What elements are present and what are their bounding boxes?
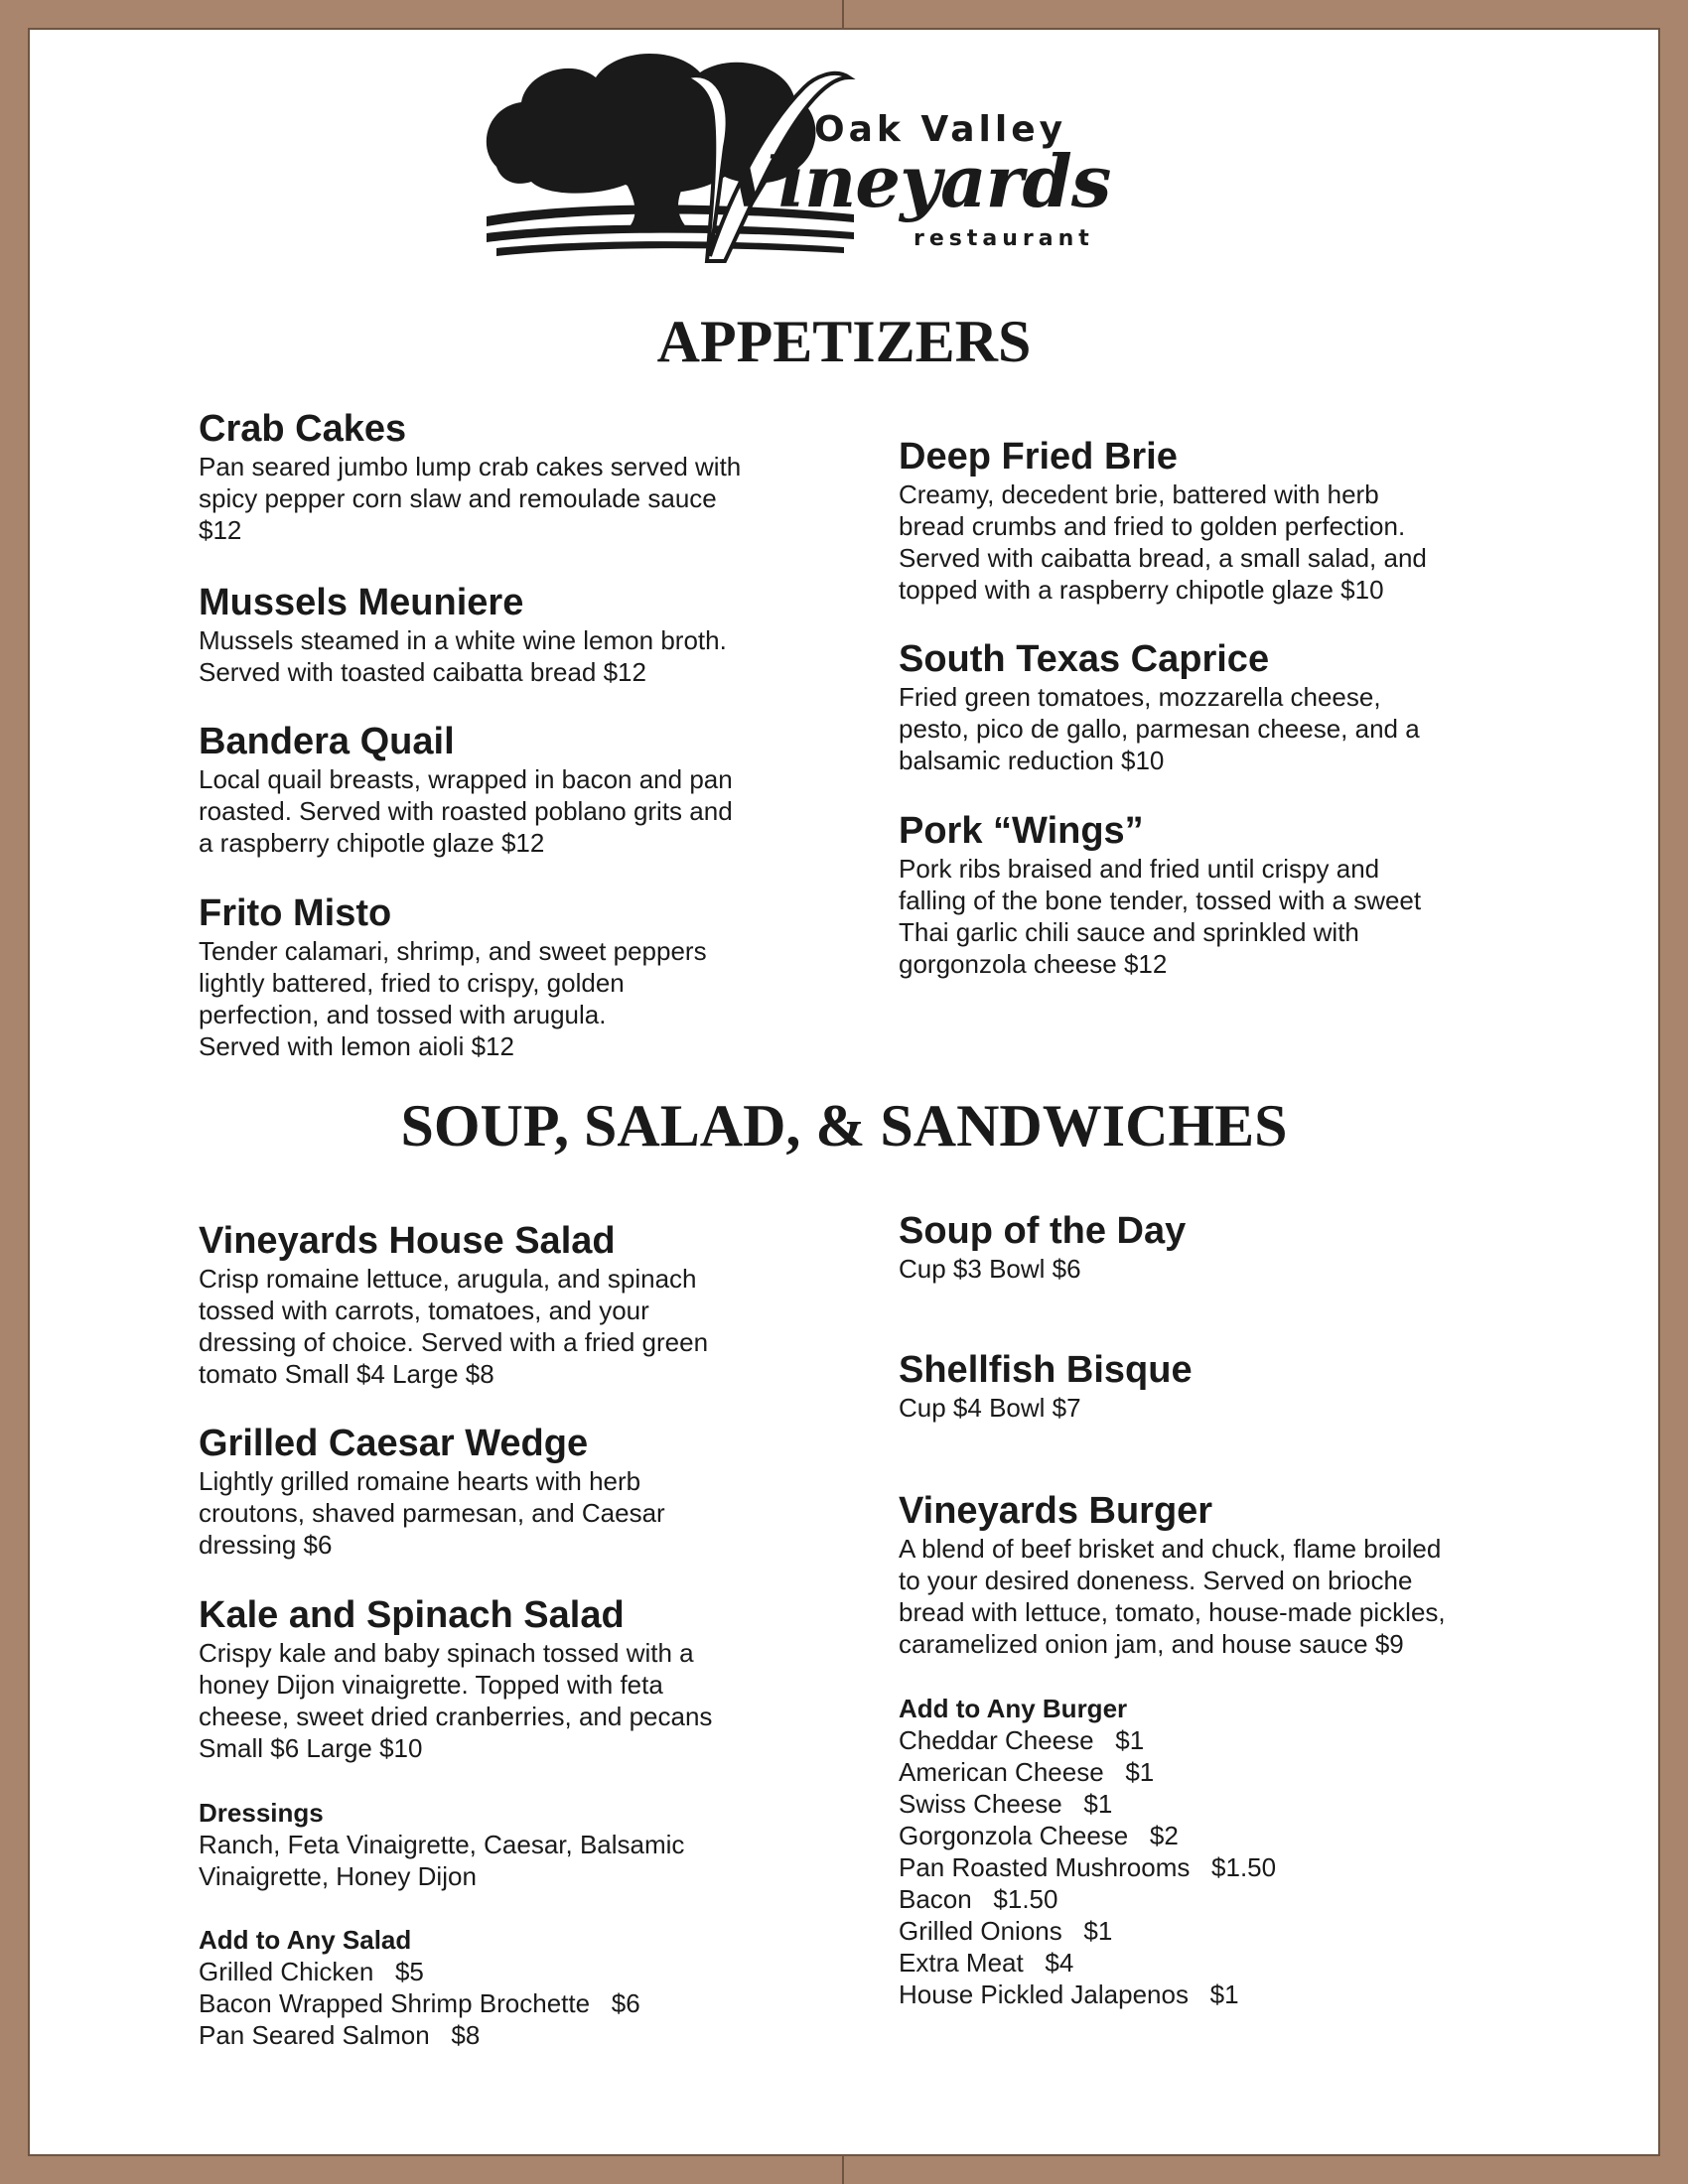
dressings-block	[199, 1797, 854, 1892]
list-item: Extra Meat $4	[899, 1948, 1074, 1978]
menu-item	[199, 720, 854, 859]
dressings-heading: Dressings	[199, 1798, 324, 1828]
list-item: Grilled Onions $1	[899, 1916, 1113, 1946]
dressings-list: Ranch, Feta Vinaigrette, Caesar, Balsamic Vinaigrette, Honey Dijon	[199, 1830, 685, 1891]
item-description: Pork ribs braised and fried until crispy and falling of the bone tender, tossed with a sweet Thai garlic chili sauce and sprinkled with gorgonzola cheese $12	[899, 854, 1422, 979]
menu-item	[899, 809, 1554, 980]
list-item: Pan Roasted Mushrooms $1.50	[899, 1852, 1277, 1882]
item-name: Mussels Meuniere	[199, 582, 524, 623]
item-description: Mussels steamed in a white wine lemon broth. Served with toasted caibatta bread $12	[199, 625, 727, 687]
item-name: Vineyards Burger	[899, 1490, 1213, 1532]
appetizers-heading: APPETIZERS	[656, 309, 1032, 374]
item-description: Cup $3 Bowl $6	[899, 1254, 1081, 1284]
item-name: Frito Misto	[199, 892, 392, 934]
list-item: House Pickled Jalapenos $1	[899, 1979, 1239, 2009]
logo-oak-valley-text: Oak Valley	[814, 109, 1067, 150]
menu-item	[199, 1593, 854, 1764]
item-name: Shellfish Bisque	[899, 1349, 1193, 1391]
item-name: Crab Cakes	[199, 408, 407, 450]
item-name: Vineyards House Salad	[199, 1220, 616, 1262]
list-item: Pan Seared Salmon $8	[199, 2020, 481, 2050]
item-name: Bandera Quail	[199, 721, 455, 762]
list-item: Cheddar Cheese $1	[899, 1725, 1145, 1755]
add-to-salad-heading: Add to Any Salad	[199, 1925, 412, 1955]
item-name: Deep Fried Brie	[899, 436, 1178, 478]
add-to-salad-block	[199, 1924, 854, 2051]
frame-notch-bottom	[842, 2156, 844, 2184]
frame-notch-top	[842, 0, 844, 28]
restaurant-logo	[477, 38, 1132, 266]
menu-item	[199, 891, 854, 1062]
menu-item	[199, 581, 854, 688]
menu-item	[199, 407, 854, 546]
list-item: Grilled Chicken $5	[199, 1957, 424, 1986]
item-name: Kale and Spinach Salad	[199, 1594, 625, 1636]
item-description: Local quail breasts, wrapped in bacon and pan roasted. Served with roasted poblano grits and a raspberry chipotle glaze $12	[199, 764, 733, 858]
logo-restaurant-text: restaurant	[914, 226, 1094, 251]
menu-item	[899, 1209, 1554, 1285]
menu-item	[899, 435, 1554, 606]
menu-item	[899, 1348, 1554, 1424]
item-description: Cup $4 Bowl $7	[899, 1393, 1081, 1423]
item-name: South Texas Caprice	[899, 638, 1270, 680]
item-description: Fried green tomatoes, mozzarella cheese, pesto, pico de gallo, parmesan cheese, and a balsamic reduction $10	[899, 682, 1420, 775]
item-name: Soup of the Day	[899, 1210, 1187, 1252]
menu-item	[899, 1489, 1554, 1660]
menu-item	[199, 1422, 854, 1561]
list-item: Bacon Wrapped Shrimp Brochette $6	[199, 1988, 640, 2018]
item-name: Grilled Caesar Wedge	[199, 1423, 589, 1464]
list-item: Swiss Cheese $1	[899, 1789, 1113, 1819]
add-to-burger-heading: Add to Any Burger	[899, 1694, 1128, 1723]
item-name: Pork “Wings”	[899, 810, 1144, 852]
logo-vineyards-text: Vineyards	[725, 139, 1111, 223]
item-description: A blend of beef brisket and chuck, flame broiled to your desired doneness. Served on brioche bread with lettuce, tomato, house-made pickles, caramelized onion jam, and house sauce $9	[899, 1534, 1446, 1659]
add-to-burger-block	[899, 1693, 1554, 2010]
list-item: Gorgonzola Cheese $2	[899, 1821, 1179, 1850]
menu-item	[199, 1219, 854, 1390]
list-item: American Cheese $1	[899, 1757, 1155, 1787]
item-description: Crisp romaine lettuce, arugula, and spinach tossed with carrots, tomatoes, and your dressing of choice. Served with a fried green tomato Small $4 Large $8	[199, 1264, 709, 1389]
item-description: Crispy kale and baby spinach tossed with a honey Dijon vinaigrette. Topped with feta cheese, sweet dried cranberries, and pecans Small $6 Large $10	[199, 1638, 713, 1763]
list-item: Bacon $1.50	[899, 1884, 1058, 1914]
item-description: Lightly grilled romaine hearts with herb croutons, shaved parmesan, and Caesar dressing $6	[199, 1466, 665, 1560]
soup-salad-sandwiches-heading: SOUP, SALAD, & SANDWICHES	[400, 1093, 1288, 1159]
item-description: Tender calamari, shrimp, and sweet peppers lightly battered, fried to crispy, golden perfection, and tossed with arugula. Served with lemon aioli $12	[199, 936, 707, 1061]
menu-item	[899, 637, 1554, 776]
item-description: Creamy, decedent brie, battered with herb bread crumbs and fried to golden perfection. Served with caibatta bread, a small salad, and topped with a raspberry chipotle glaze $10	[899, 479, 1427, 605]
item-description: Pan seared jumbo lump crab cakes served with spicy pepper corn slaw and remoulade sauce $12	[199, 452, 742, 545]
